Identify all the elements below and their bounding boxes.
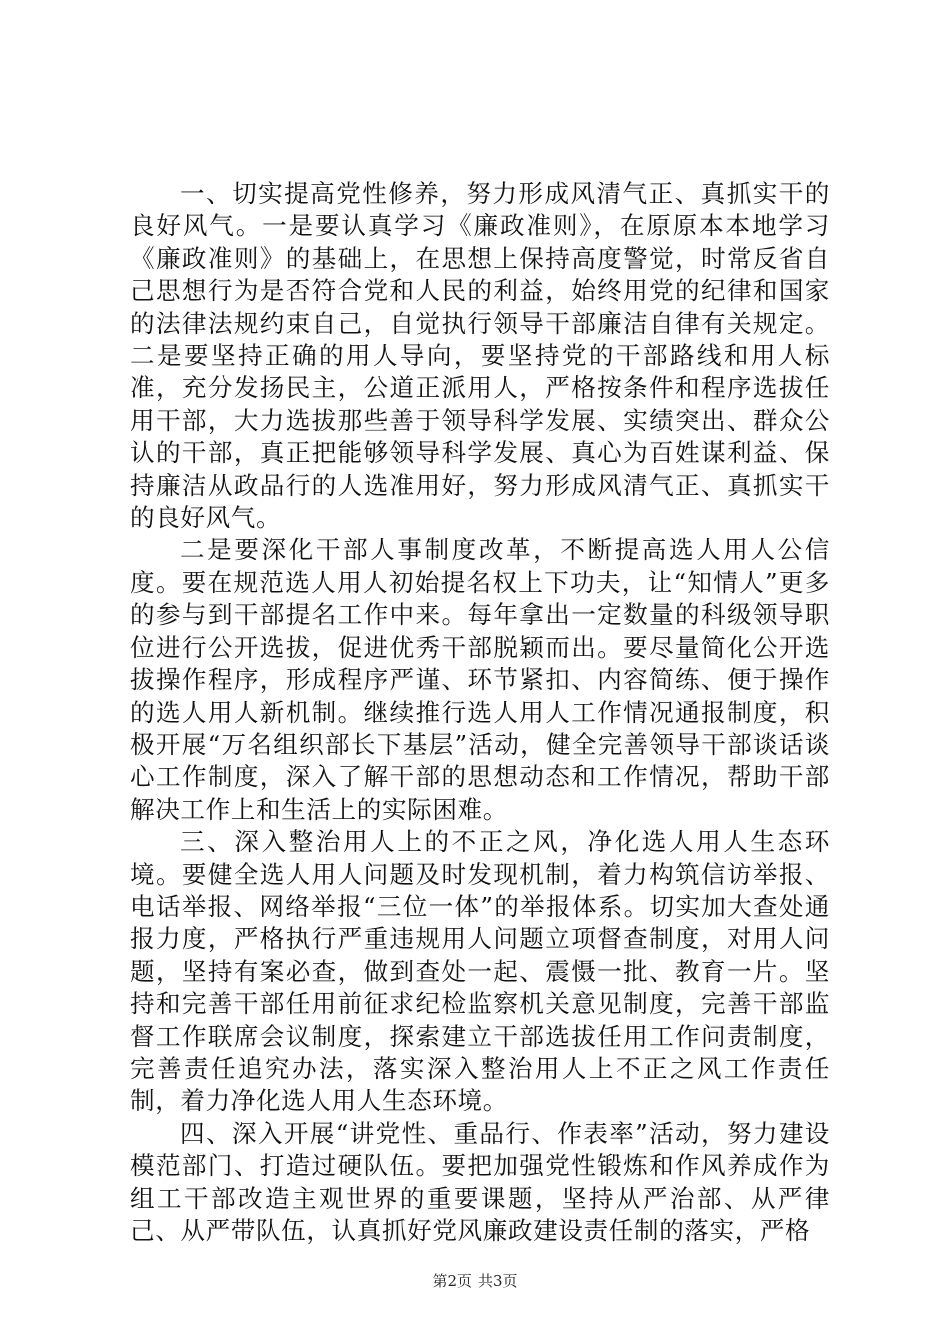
paragraph-4: 四、深入开展“讲党性、重品行、作表率”活动，努力建设模范部门、打造过硬队伍。要把加强党性锻炼和作风养成作为组工干部改造主观世界的重要课题，坚持从严治部、从严律己、从严带队伍，认真抓好党风廉政建设责任制的落实，严格 (130, 1118, 830, 1245)
page-number: 第2页 (432, 1272, 472, 1290)
paragraph-2: 二是要深化干部人事制度改革，不断提高选人用人公信度。要在规范选人用人初始提名权上下功夫，让“知情人”更多的参与到干部提名工作中来。每年拿出一定数量的科级领导职位进行公开选拔，促进优秀干部脱颖而出。要尽量简化公开选拔操作程序，形成程序严谨、环节紧扣、内容简练、便于操作的选人用人新机制。继续推行选人用人工作情况通报制度，积极开展“万名组织部长下基层”活动，健全完善领导干部谈话谈心工作制度，深入了解干部的思想动态和工作情况，帮助干部解决工作上和生活上的实际困难。 (130, 535, 830, 824)
document-body (130, 178, 830, 1247)
page-count: 共3页 (478, 1272, 518, 1290)
paragraph-1: 一、切实提高党性修养，努力形成风清气正、真抓实干的良好风气。一是要认真学习《廉政准则》，在原原本本地学习《廉政准则》的基础上，在思想上保持高度警觉，时常反省自己思想行为是否符合党和人民的利益，始终用党的纪律和国家的法律法规约束自己，自觉执行领导干部廉洁自律有关规定。二是要坚持正确的用人导向，要坚持党的干部路线和用人标准，充分发扬民主，公道正派用人，严格按条件和程序选拔任用干部，大力选拔那些善于领导科学发展、实绩突出、群众公认的干部，真正把能够领导科学发展、真心为百姓谋利益、保持廉洁从政品行的人选准用好，努力形成风清气正、真抓实干的良好风气。 (130, 179, 830, 533)
paragraph-3: 三、深入整治用人上的不正之风，净化选人用人生态环境。要健全选人用人问题及时发现机制，着力构筑信访举报、电话举报、网络举报“三位一体”的举报体系。切实加大查处通报力度，严格执行严重违规用人问题立项督查制度，对用人问题，坚持有案必查，做到查处一起、震慑一批、教育一片。坚持和完善干部任用前征求纪检监察机关意见制度，完善干部监督工作联席会议制度，探索建立干部选拔任用工作问责制度，完善责任追究办法，落实深入整治用人上不正之风工作责任制，着力净化选人用人生态环境。 (130, 827, 830, 1116)
page-footer (0, 1271, 950, 1291)
